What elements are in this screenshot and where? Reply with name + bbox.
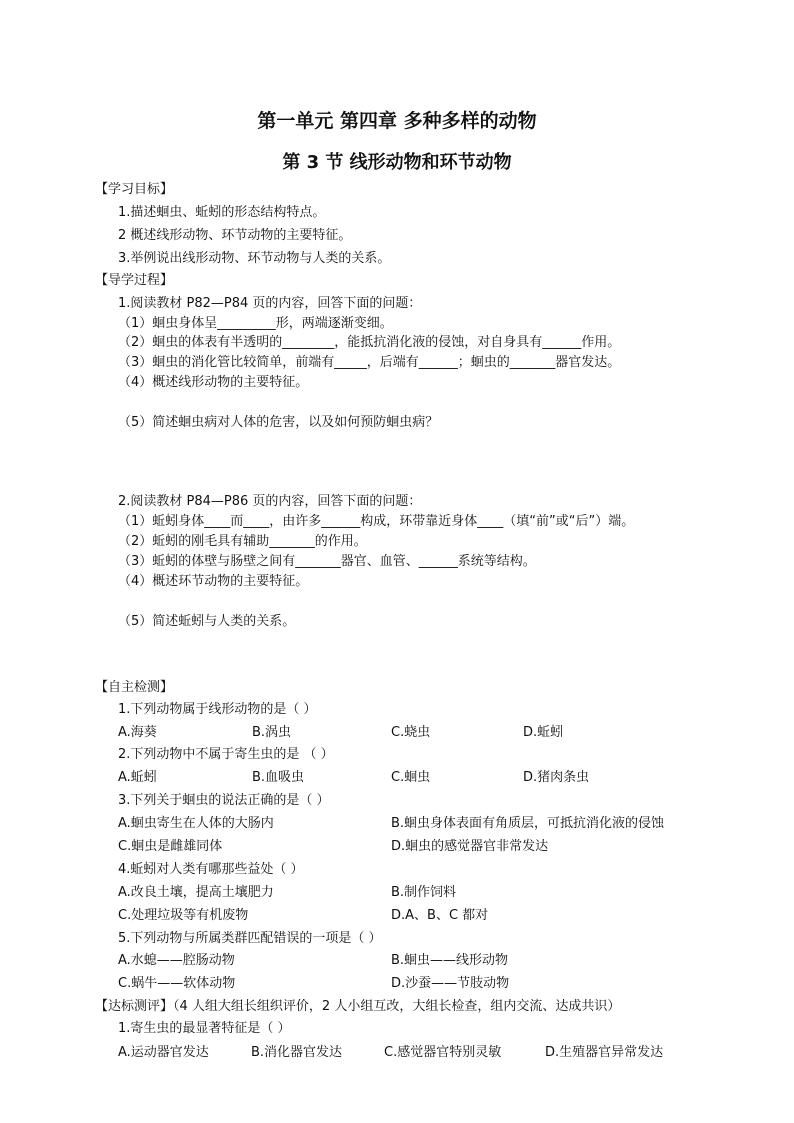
- process-part1-q2: （2）蛔虫的体表有半透明的________，能抵抗消化液的侵蚀，对自身具有______作用。: [118, 335, 621, 350]
- selfcheck-heading: 【自主检测】: [95, 680, 174, 695]
- option-c: C.蜗牛——软体动物: [118, 976, 236, 991]
- question-stem: 4.蚯蚓对人类有哪那些益处（ ）: [118, 862, 304, 877]
- option-c: C.感觉器官特别灵敏: [384, 1045, 502, 1060]
- option-b: B.蛔虫——线形动物: [391, 953, 509, 968]
- option-d: D.蚯蚓: [523, 725, 564, 740]
- option-a: A.海葵: [118, 725, 157, 740]
- option-a: A.运动器官发达: [118, 1045, 209, 1060]
- process-part2-intro: 2.阅读教材 P84—P86 页的内容，回答下面的问题：: [118, 494, 422, 509]
- assessment-note: （4 人组大组长组织评价，2 人小组互改，大组长检查，组内交流、达成共识）: [173, 999, 621, 1014]
- option-a: A.蛔虫寄生在人体的大肠内: [118, 816, 274, 831]
- question-stem: 3.下列关于蛔虫的说法正确的是（ ）: [118, 793, 330, 808]
- section-title: 第 3 节 线形动物和环节动物: [282, 152, 512, 173]
- process-part2-q2: （2）蚯蚓的刚毛具有辅助_______的作用。: [118, 534, 367, 549]
- question-stem: 1.下列动物属于线形动物的是（ ）: [118, 702, 317, 717]
- process-part2-q1: （1）蚯蚓身体____而____，由许多______构成，环带靠近身体____（填“前”或“后”）端。: [118, 514, 635, 529]
- option-d: D.猪肉条虫: [523, 770, 590, 785]
- process-part1-q5: （5）简述蛔虫病对人体的危害，以及如何预防蛔虫病？: [118, 415, 439, 430]
- process-part1-q4: （4）概述线形动物的主要特征。: [118, 375, 309, 390]
- option-a: A.水螅——腔肠动物: [118, 953, 235, 968]
- option-d: D.沙蚕——节肢动物: [391, 976, 510, 991]
- assessment-heading-line: [95, 999, 620, 1015]
- question-stem: 1.寄生虫的最显著特征是（ ）: [118, 1021, 291, 1036]
- option-c: C.处理垃圾等有机废物: [118, 908, 249, 923]
- process-part1-q3: （3）蛔虫的消化管比较简单，前端有_____，后端有______；蛔虫的_______器官发达。: [118, 355, 621, 370]
- goals-heading: 【学习目标】: [95, 182, 174, 197]
- option-b: B.涡虫: [252, 725, 292, 740]
- goal-item: 3.举例说出线形动物、环节动物与人类的关系。: [118, 251, 391, 266]
- process-part1-intro: 1.阅读教材 P82—P84 页的内容，回答下面的问题：: [118, 296, 422, 311]
- option-a: A.蚯蚓: [118, 770, 157, 785]
- option-a: A.改良土壤，提高土壤肥力: [118, 885, 274, 900]
- goal-item: 2 概述线形动物、环节动物的主要特征。: [118, 228, 352, 243]
- process-part2-q3: （3）蚯蚓的体壁与肠壁之间有_______器官、血管、______系统等结构。: [118, 554, 536, 569]
- option-c: C.蛔虫是雌雄同体: [118, 839, 223, 854]
- option-c: C.蛲虫: [391, 725, 431, 740]
- unit-title: 第一单元 第四章 多种多样的动物: [257, 110, 537, 132]
- process-part2-q5: （5）简述蚯蚓与人类的关系。: [118, 614, 296, 629]
- option-d: D.蛔虫的感觉器官非常发达: [391, 839, 549, 854]
- process-part1-q1: （1）蛔虫身体呈_________形，两端逐渐变细。: [118, 316, 393, 331]
- option-d: D.A、B、C 都对: [391, 908, 489, 923]
- assessment-heading: 【达标测评】: [95, 999, 174, 1014]
- goal-item: 1.描述蛔虫、蚯蚓的形态结构特点。: [118, 205, 326, 220]
- process-heading: 【导学过程】: [95, 273, 174, 288]
- process-part2-q4: （4）概述环节动物的主要特征。: [118, 574, 309, 589]
- option-d: D.生殖器官异常发达: [545, 1045, 664, 1060]
- option-c: C.蛔虫: [391, 770, 431, 785]
- option-b: B.消化器官发达: [251, 1045, 343, 1060]
- question-stem: 2.下列动物中不属于寄生虫的是 （ ）: [118, 747, 334, 762]
- option-b: B.蛔虫身体表面有角质层，可抵抗消化液的侵蚀: [391, 816, 665, 831]
- option-b: B.制作饲料: [391, 885, 457, 900]
- question-stem: 5.下列动物与所属类群匹配错误的一项是（ ）: [118, 931, 382, 946]
- option-b: B.血吸虫: [252, 770, 305, 785]
